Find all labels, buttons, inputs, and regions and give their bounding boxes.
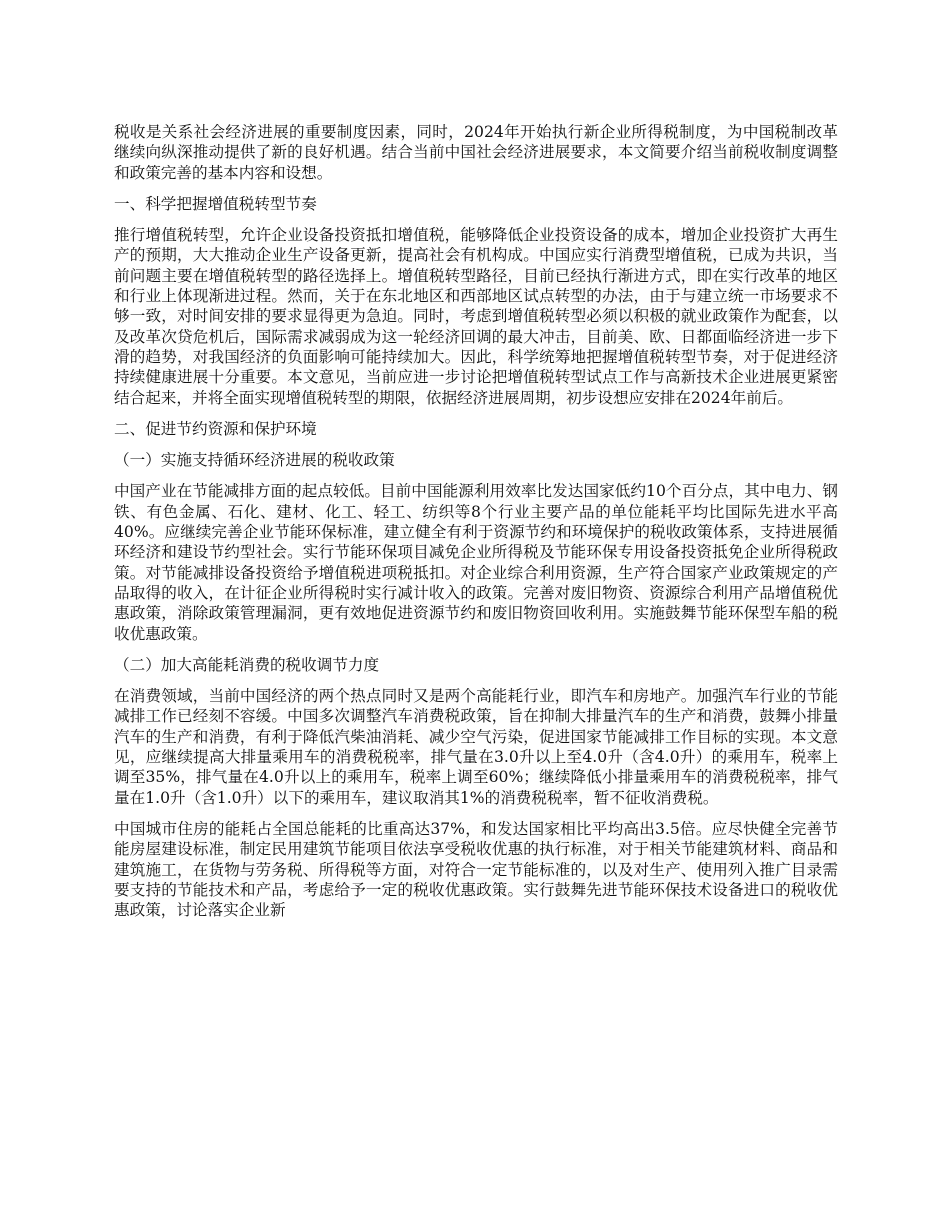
section-2-heading: 二、促进节约资源和保护环境 (114, 419, 317, 438)
intro-paragraph: 税收是关系社会经济进展的重要制度因素，同时，2024年开始执行新企业所得税制度，为中国税制改革继续向纵深推动提供了新的良好机遇。结合当前中国社会经济进展要求，本文简要介绍当前税收制度调整和政策完善的基本内容和设想。 (114, 123, 838, 182)
subsection-1-heading: （一）实施支持循环经济进展的税收政策 (114, 451, 395, 470)
subsection-2-paragraph-1: 在消费领域，当前中国经济的两个热点同时又是两个高能耗行业，即汽车和房地产。加强汽车行业的节能减排工作已经刻不容缓。中国多次调整汽车消费税政策，旨在抑制大排量汽车的生产和消费，鼓舞小排量汽车的生产和消费，有利于降低汽柴油消耗、减少空气污染，促进国家节能减排工作目标的实现。本文意见，应继续提高大排量乘用车的消费税税率，排气量在3.0升以上至4.0升（含4.0升）的乘用车，税率上调至35%，排气量在4.0升以上的乘用车，税率上调至60%；继续降低小排量乘用车的消费税税率，排气量在1.0升（含1.0升）以下的乘用车，建议取消其1%的消费税税率，暂不征收消费税。 (114, 687, 838, 807)
subsection-2-paragraph-2: 中国城市住房的能耗占全国总能耗的比重高达37%，和发达国家相比平均高出3.5倍。应尽快健全完善节能房屋建设标准，制定民用建筑节能项目依法享受税收优惠的执行标准，对于相关节能建筑材料、商品和建筑施工，在货物与劳务税、所得税等方面，对符合一定节能标准的，以及对生产、使用列入推广目录需要支持的节能技术和产品，考虑给予一定的税收优惠政策。实行鼓舞先进节能环保技术设备进口的税收优惠政策，讨论落实企业新 (114, 819, 838, 920)
subsection-1-paragraph: 中国产业在节能减排方面的起点较低。目前中国能源利用效率比发达国家低约10个百分点，其中电力、钢铁、有色金属、石化、建材、化工、轻工、纺织等8个行业主要产品的单位能耗平均比国际先进水平高40%。应继续完善企业节能环保标准，建立健全有利于资源节约和环境保护的税收政策体系，支持进展循环经济和建设节约型社会。实行节能环保项目减免企业所得税及节能环保专用设备投资抵免企业所得税政策。对节能减排设备投资给予增值税进项税抵扣。对企业综合利用资源，生产符合国家产业政策规定的产品取得的收入，在计征企业所得税时实行减计收入的政策。完善对废旧物资、资源综合利用产品增值税优惠政策，消除政策管理漏洞，更有效地促进资源节约和废旧物资回收利用。实施鼓舞节能环保型车船的税收优惠政策。 (114, 482, 838, 643)
section-1-heading: 一、科学把握增值税转型节奏 (114, 194, 317, 213)
section-1-paragraph: 推行增值税转型，允许企业设备投资抵扣增值税，能够降低企业投资设备的成本，增加企业投资扩大再生产的预期，大大推动企业生产设备更新，提高社会有机构成。中国应实行消费型增值税，已成为共识，当前问题主要在增值税转型的路径选择上。增值税转型路径，目前已经执行渐进方式，即在实行改革的地区和行业上体现渐进过程。然而，关于在东北地区和西部地区试点转型的办法，由于与建立统一市场要求不够一致，对时间安排的要求显得更为急迫。同时，考虑到增值税转型必须以积极的就业政策作为配套，以及改革次贷危机后，国际需求减弱成为这一轮经济回调的最大冲击，目前美、欧、日都面临经济进一步下滑的趋势，对我国经济的负面影响可能持续加大。因此，科学统筹地把握增值税转型节奏，对于促进经济持续健康进展十分重要。本文意见，当前应进一步讨论把增值税转型试点工作与高新技术企业进展更紧密结合起来，并将全面实现增值税转型的期限，依据经济进展周期，初步设想应安排在2024年前后。 (114, 226, 838, 407)
document-body (114, 122, 838, 931)
subsection-2-heading: （二）加大高能耗消费的税收调节力度 (114, 655, 380, 674)
